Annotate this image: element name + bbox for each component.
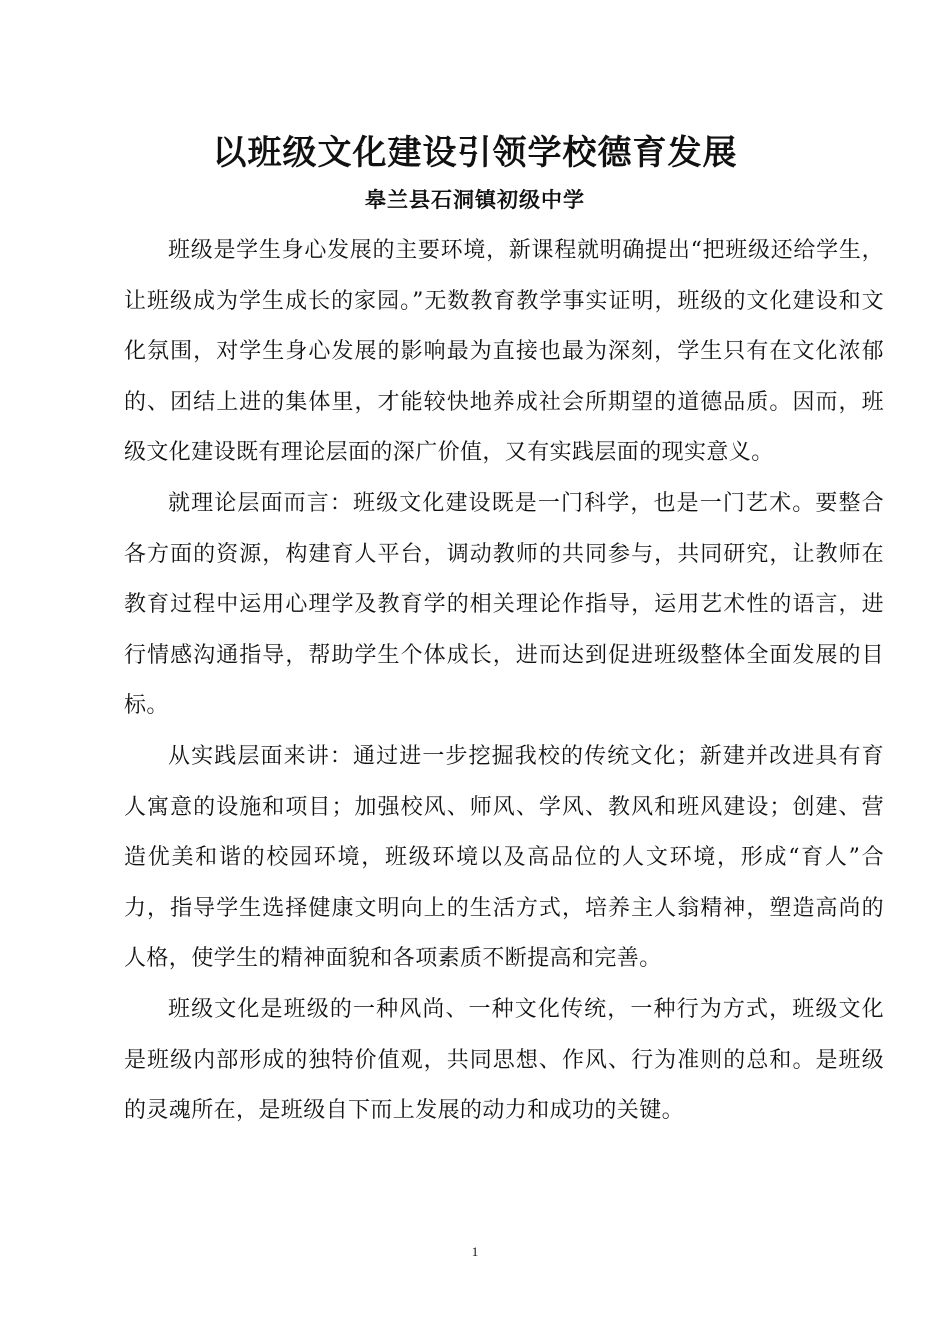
- page-number: 1: [471, 1244, 479, 1259]
- document-title: 以班级文化建设引领学校德育发展: [212, 133, 738, 173]
- paragraph: 班级是学生身心发展的主要环境，新课程就明确提出“把班级还给学生，让班级成为学生成长的家园。”无数教育教学事实证明，班级的文化建设和文化氛围，对学生身心发展的影响最为直接也最为深刻，学生只有在文化浓郁的、团结上进的集体里，才能较快地养成社会所期望的道德品质。因而，班级文化建设既有理论层面的深广价值，又有实践层面的现实意义。: [124, 238, 884, 466]
- paragraph: 就理论层面而言：班级文化建设既是一门科学，也是一门艺术。要整合各方面的资源，构建育人平台，调动教师的共同参与，共同研究，让教师在教育过程中运用心理学及教育学的相关理论作指导，运用艺术性的语言，进行情感沟通指导，帮助学生个体成长，进而达到促进班级整体全面发展的目标。: [124, 490, 884, 719]
- paragraph: 班级文化是班级的一种风尚、一种文化传统，一种行为方式，班级文化是班级内部形成的独特价值观，共同思想、作风、行为准则的总和。是班级的灵魂所在，是班级自下而上发展的动力和成功的关键。: [124, 996, 884, 1124]
- document-body: [124, 226, 884, 1137]
- paragraph: 从实践层面来讲：通过进一步挖掘我校的传统文化；新建并改进具有育人寓意的设施和项目；加强校风、师风、学风、教风和班风建设；创建、营造优美和谐的校园环境，班级环境以及高品位的人文环境，形成“育人”合力，指导学生选择健康文明向上的生活方式，培养主人翁精神，塑造高尚的人格，使学生的精神面貌和各项素质不断提高和完善。: [124, 743, 884, 972]
- document-subtitle: 皋兰县石洞镇初级中学: [365, 187, 585, 212]
